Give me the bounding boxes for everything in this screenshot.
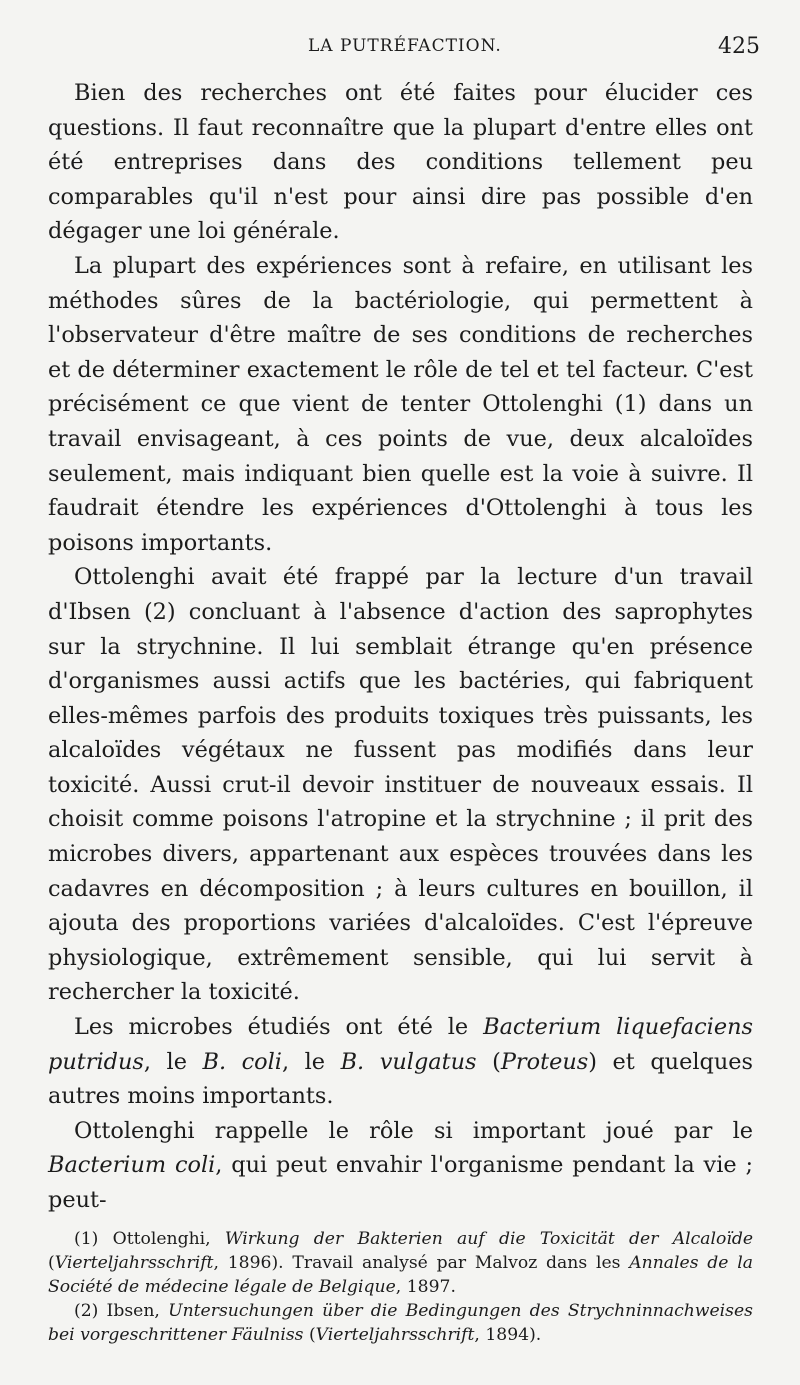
footnotes: [48, 1227, 753, 1347]
text-run: , 1894).: [474, 1325, 542, 1345]
paragraph: [48, 76, 753, 249]
body-text: [48, 76, 753, 1218]
italic-text: Vierteljahrsschrift: [315, 1325, 475, 1345]
text-run: Bien des recherches ont été faites pour élucider ces questions. Il faut reconnaître que la plupart d'entre elles ont été entreprises dans des conditions tellement peu comparables qu'il n'est pour ainsi dire pas possible d'en dégager une loi générale.: [48, 80, 753, 245]
paragraph: [48, 560, 753, 1010]
footnote: [48, 1299, 753, 1347]
page-number: 425: [718, 34, 760, 59]
text-run: (1) Ottolenghi,: [74, 1229, 225, 1249]
italic-text: Bacterium coli: [48, 1152, 216, 1179]
page-header: [48, 34, 760, 64]
italic-text: Proteus: [500, 1048, 589, 1075]
paragraph: [48, 1010, 753, 1114]
text-run: ) et quelques autres moins importants.: [48, 1048, 754, 1110]
running-title: LA PUTRÉFACTION.: [308, 36, 502, 56]
text-run: (: [476, 1048, 501, 1075]
italic-text: Wirkung der Bakterien auf die Toxicität der Alcaloïde: [224, 1229, 753, 1249]
text-run: La plupart des expériences sont à refaire, en utilisant les méthodes sûres de la bactériologie, qui permettent à l'observateur d'être maître de ses conditions de recherches et de déterminer exactement le rôle de tel et tel facteur. C'est précisément ce que vient de tenter Ottolenghi (1) dans un travail envisageant, à ces points de vue, deux alcaloïdes seulement, mais indiquant bien quelle est la voie à suivre. Il faudrait étendre les expériences d'Ottolenghi à tous les poisons importants.: [48, 252, 753, 556]
paragraph: [48, 1114, 753, 1218]
italic-text: Vierteljahrsschrift: [54, 1253, 214, 1273]
text-run: (2) Ibsen,: [74, 1301, 169, 1321]
text-run: , qui peut envahir l'organisme pendant la vie ; peut-: [48, 1152, 753, 1213]
italic-text: B. coli: [202, 1048, 282, 1075]
text-run: Les microbes étudiés ont été le: [74, 1014, 484, 1041]
paragraph: [48, 249, 753, 560]
text-run: , le: [143, 1048, 203, 1075]
italic-text: Annales de la Société de médecine légale de Belgique: [48, 1253, 753, 1297]
text-run: , 1897.: [395, 1277, 456, 1297]
italic-text: Bacterium liquefaciens putridus: [48, 1014, 753, 1075]
text-run: , le: [281, 1048, 341, 1075]
footnote: [48, 1227, 753, 1299]
text-run: , 1896). Travail analysé par Malvoz dans les: [213, 1253, 630, 1273]
italic-text: Untersuchungen über die Bedingungen des Strychninnachweises bei vorgeschrittener Fäulniss: [48, 1301, 753, 1345]
text-run: Ottolenghi rappelle le rôle si important joué par le: [74, 1117, 753, 1144]
text-run: (: [48, 1253, 55, 1273]
text-run: Ottolenghi avait été frappé par la lecture d'un travail d'Ibsen (2) concluant à l'absence d'action des saprophytes sur la strychnine. Il lui semblait étrange qu'en présence d'organismes aussi actifs que les bactéries, qui fabriquent elles-mêmes parfois des produits toxiques très puissants, les alcaloïdes végétaux ne fussent pas modifiés dans leur toxicité. Aussi crut-il devoir instituer de nouveaux essais. Il choisit comme poisons l'atropine et la strychnine ; il prit des microbes divers, appartenant aux espèces trouvées dans les cadavres en décomposition ; à leurs cultures en bouillon, il ajouta des proportions variées d'alcaloïdes. C'est l'épreuve physiologique, extrêmement sensible, qui lui servit à rechercher la toxicité.: [48, 564, 753, 1006]
italic-text: B. vulgatus: [340, 1048, 477, 1075]
text-run: (: [303, 1325, 316, 1345]
